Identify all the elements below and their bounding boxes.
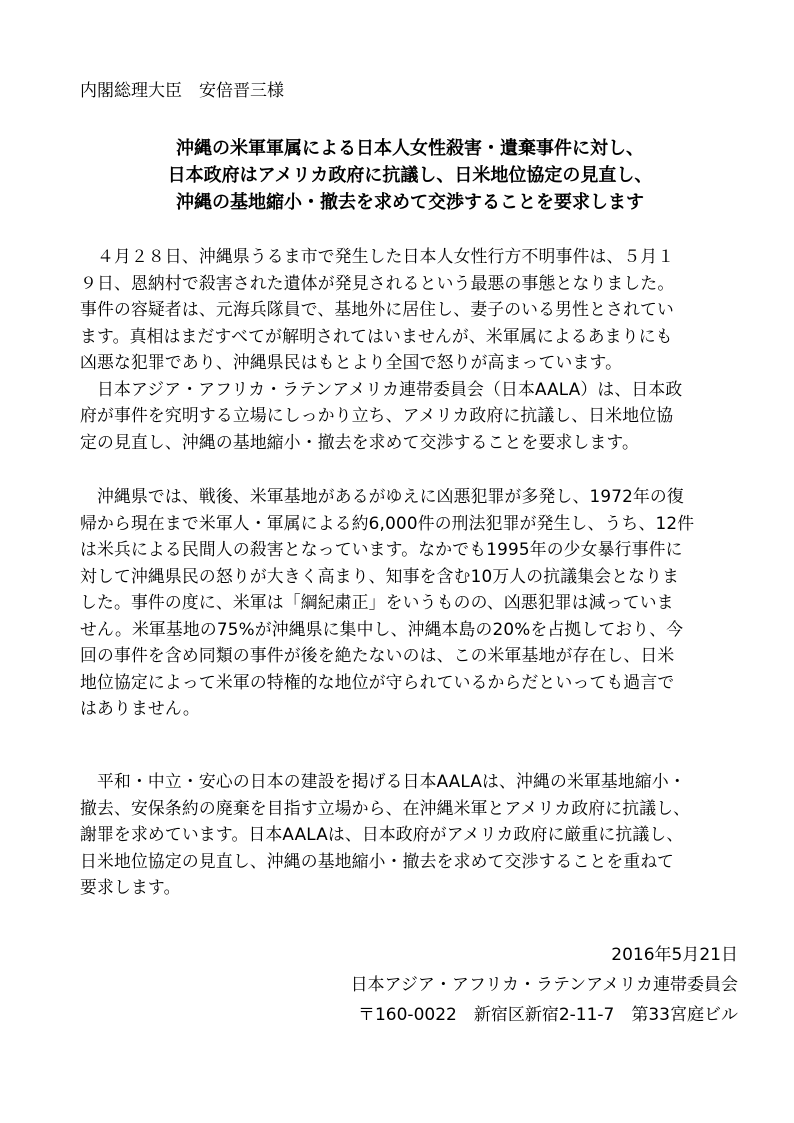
title-line: 日本政府はアメリカ政府に抗議し、日米地位協定の見直し、 [167,165,653,186]
paragraph-line: 定の見直し、沖縄の基地縮小・撤去を求めて交渉することを要求します。 [80,431,640,452]
title-line: 沖縄の米軍軍属による日本人女性殺害・遺棄事件に対し、 [176,138,644,159]
paragraph-line: はありません。 [80,698,200,718]
paragraph-history [80,483,740,722]
paragraph-line: ４月２８日、沖縄県うるま市で発生した日本人女性行方不明事件は、５月１ [80,246,675,266]
paragraph-line: 撤去、安保条約の廃棄を目指す立場から、在沖縄米軍とアメリカ政府に抗議し、 [80,797,691,818]
paragraph-line: 要求します。 [80,877,181,897]
paragraph-line: は米兵による民間人の殺害となっています。なかでも1995年の少女暴行事件に [80,539,683,559]
paragraph-line: 凶悪な犯罪であり、沖縄県民はもとより全国で怒りが高まっています。 [80,352,623,372]
paragraph-line: 平和・中立・安心の日本の建設を掲げる日本AALAは、沖縄の米軍基地縮小・ [80,771,686,791]
paragraph-line: 日米地位協定の見直し、沖縄の基地縮小・撤去を求めて交渉することを重ねて [80,850,674,871]
paragraph-line: 謝罪を求めています。日本AALAは、日本政府がアメリカ政府に厳重に抗議し、 [80,824,684,844]
paragraph-line: ９日、恩納村で殺害された遺体が発見されるという最悪の事態となりました。 [80,272,675,293]
signature-date: 2016年5月21日 [611,945,738,965]
signature-block [351,940,738,1030]
paragraph-line: せん。米軍基地の75%が沖縄県に集中し、沖縄本島の20%を占拠しており、今 [80,618,684,639]
signature-organization: 日本アジア・アフリカ・ラテンアメリカ連帯委員会 [350,975,738,995]
paragraph-line: 沖縄県では、戦後、米軍基地があるがゆえに凶悪犯罪が多発し、1972年の復 [80,486,684,506]
paragraph-line: 対して沖縄県民の怒りが大きく高まり、知事を含む10万人の抗議集会となりま [80,565,680,586]
paragraph-line: 事件の容疑者は、元海兵隊員で、基地外に居住し、妻子のいる男性とされてい [80,299,675,319]
paragraph-demand [80,768,740,901]
paragraph-line: 日本アジア・アフリカ・ラテンアメリカ連帯委員会（日本AALA）は、日本政 [80,378,683,399]
paragraph-line: 地位協定によって米軍の特権的な地位が守られているからだといっても過言で [80,671,675,692]
paragraph-line: 帰から現在まで米軍人・軍属による約6,000件の刑法犯罪が発生し、うち、12件 [80,512,695,533]
paragraph-line: 回の事件を含め同類の事件が後を絶たないのは、この米軍基地が存在し、日米 [80,645,675,665]
signature-address: 〒160-0022 新宿区新宿2-11-7 第33宮庭ビル [357,1005,738,1025]
paragraph-line: ます。真相はまだすべてが解明されてはいませんが、米軍属によるあまりにも [80,325,673,346]
addressee: 内閣総理大臣 安倍晋三様 [80,81,284,101]
paragraph-line: した。事件の度に、米軍は「綱紀粛正」をいうものの、凶悪犯罪は減っていま [80,592,674,612]
document-title [80,135,740,216]
paragraph-incident [80,243,740,455]
title-line: 沖縄の基地縮小・撤去を求めて交渉することを要求します [176,192,644,213]
paragraph-line: 府が事件を究明する立場にしっかり立ち、アメリカ政府に抗議し、日米地位協 [80,405,674,425]
